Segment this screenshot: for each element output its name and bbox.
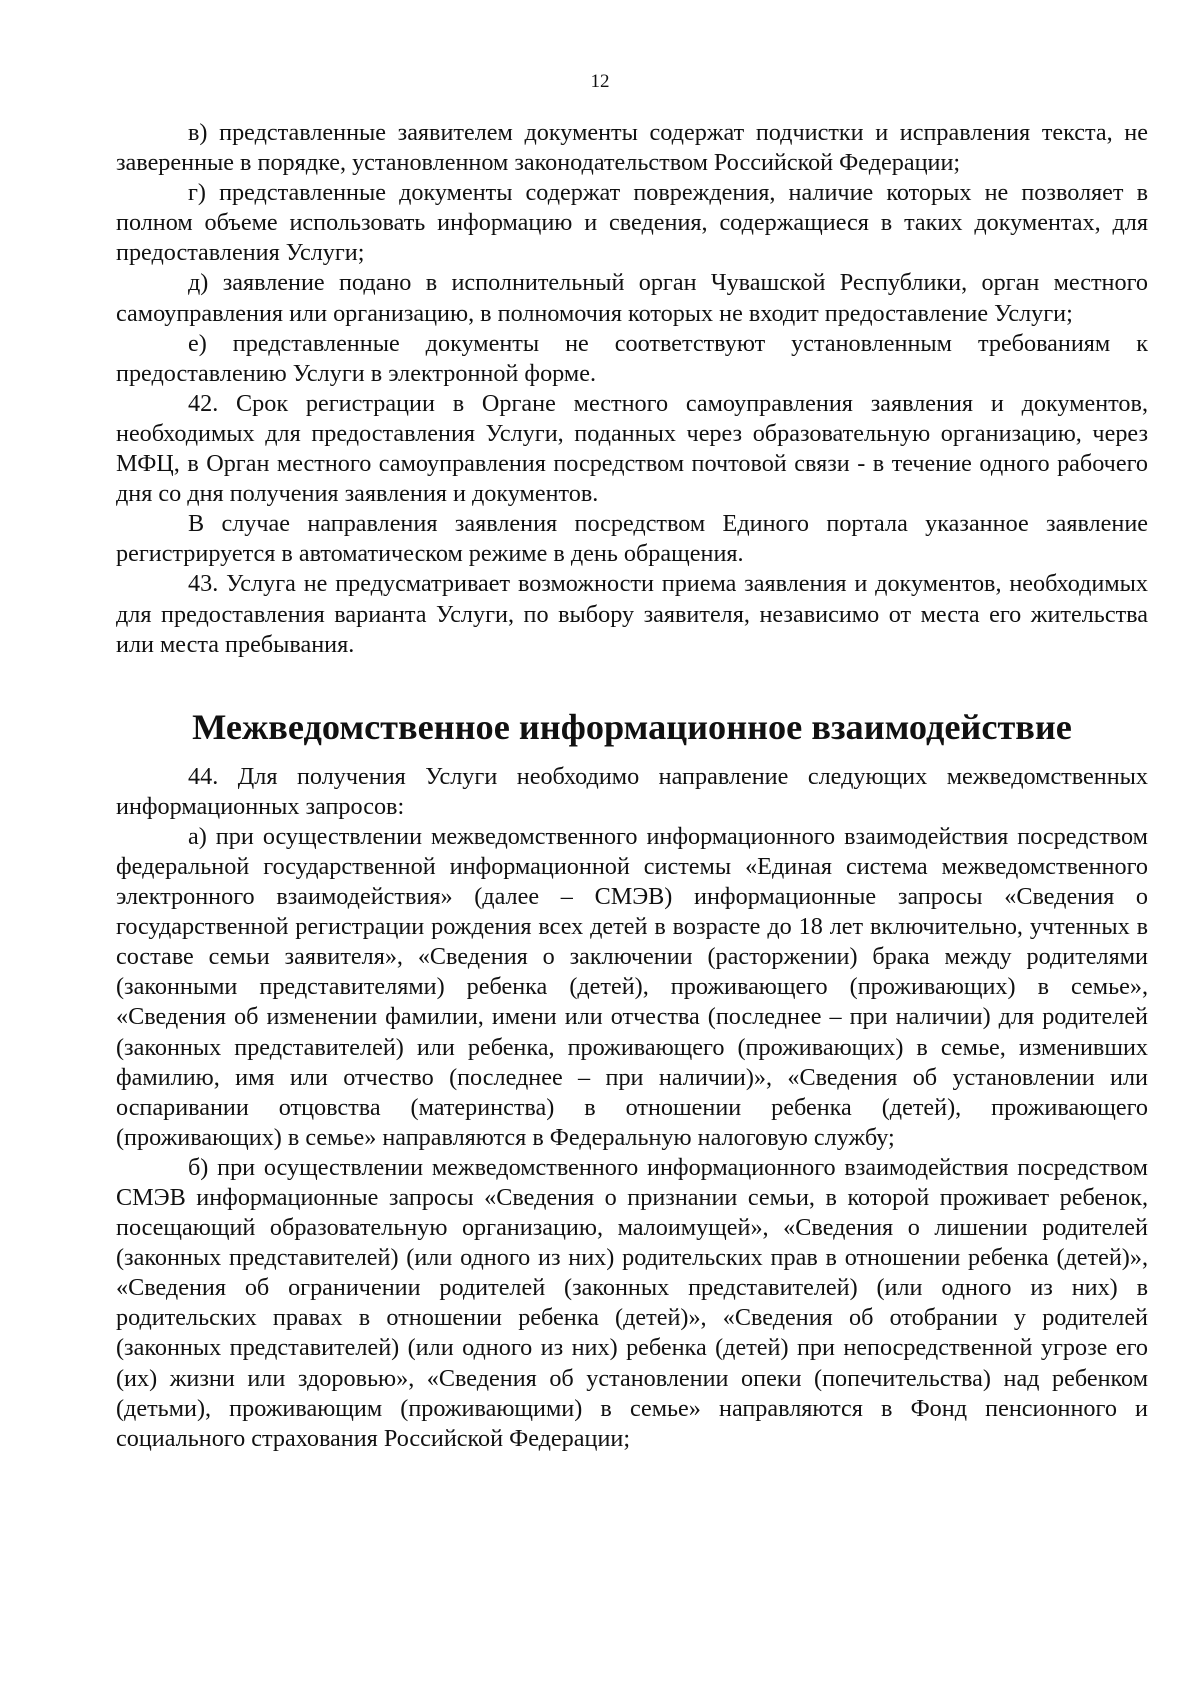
paragraph-clause-42: 42. Срок регистрации в Органе местного самоуправления заявления и документов, необходимых для предоставления Услуги, поданных через образовательную организацию, через МФЦ, в Орган местного самоуправления посредством почтовой связи - в течение одного рабочего дня со дня получения заявления и документов.: [116, 389, 1148, 508]
section-heading: Межведомственное информационное взаимодействие: [192, 706, 1072, 747]
paragraph-item-v: в) представленные заявителем документы содержат подчистки и исправления текста, не заверенные в порядке, установленном законодательством Российской Федерации;: [116, 119, 1148, 177]
paragraph-item-d: д) заявление подано в исполнительный орган Чувашской Республики, орган местного самоуправления или организацию, в полномочия которых не входит предоставление Услуги;: [116, 269, 1148, 327]
document-body: [116, 118, 1148, 1454]
paragraph-item-g: г) представленные документы содержат повреждения, наличие которых не позволяет в полном объеме использовать информацию и сведения, содержащиеся в таких документах, для предоставления Услуги;: [116, 179, 1148, 267]
paragraph-portal-registration: В случае направления заявления посредством Единого портала указанное заявление регистрируется в автоматическом режиме в день обращения.: [116, 510, 1148, 568]
paragraph-item-e: е) представленные документы не соответствуют установленным требованиям к предоставлению Услуги в электронной форме.: [116, 329, 1148, 387]
paragraph-item-b: б) при осуществлении межведомственного информационного взаимодействия посредством СМЭВ информационные запросы «Сведения о признании семьи, в которой проживает ребенок, посещающий образовательную организацию, малоимущей», «Сведения о лишении родителей (законных представителей) (или одного из них) родительских прав в отношении ребенка (детей)», «Сведения об ограничении родителей (законных представителей) (или одного из них) в родительских правах в отношении ребенка (детей)», «Сведения об отобрании у родителей (законных представителей) (или одного из них) ребенка (детей) при непосредственной угрозе его (их) жизни или здоровью», «Сведения об установлении опеки (попечительства) над ребенком (детьми), проживающим (проживающими) в семье» направляются в Фонд пенсионного и социального страхования Российской Федерации;: [116, 1153, 1148, 1452]
paragraph-clause-43: 43. Услуга не предусматривает возможности приема заявления и документов, необходимых для предоставления варианта Услуги, по выбору заявителя, независимо от места его жительства или места пребывания.: [116, 570, 1148, 658]
page-number: 12: [590, 71, 610, 92]
paragraph-clause-44: 44. Для получения Услуги необходимо направление следующих межведомственных информационных запросов:: [116, 762, 1148, 820]
paragraph-item-a: а) при осуществлении межведомственного информационного взаимодействия посредством федеральной государственной информационной системы «Единая система межведомственного электронного взаимодействия» (далее – СМЭВ) информационные запросы «Сведения о государственной регистрации рождения всех детей в возрасте до 18 лет включительно, учтенных в составе семьи заявителя», «Сведения о заключении (расторжении) брака между родителями (законными представителями) ребенка (детей), проживающего (проживающих) в семье», «Сведения об изменении фамилии, имени или отчества (последнее – при наличии) для родителей (законных представителей) или ребенка, проживающего (проживающих) в семье, изменивших фамилию, имя или отчество (последнее – при наличии)», «Сведения об установлении или оспаривании отцовства (материнства) в отношении ребенка (детей), проживающего (проживающих) в семье» направляются в Федеральную налоговую службу;: [116, 822, 1148, 1151]
